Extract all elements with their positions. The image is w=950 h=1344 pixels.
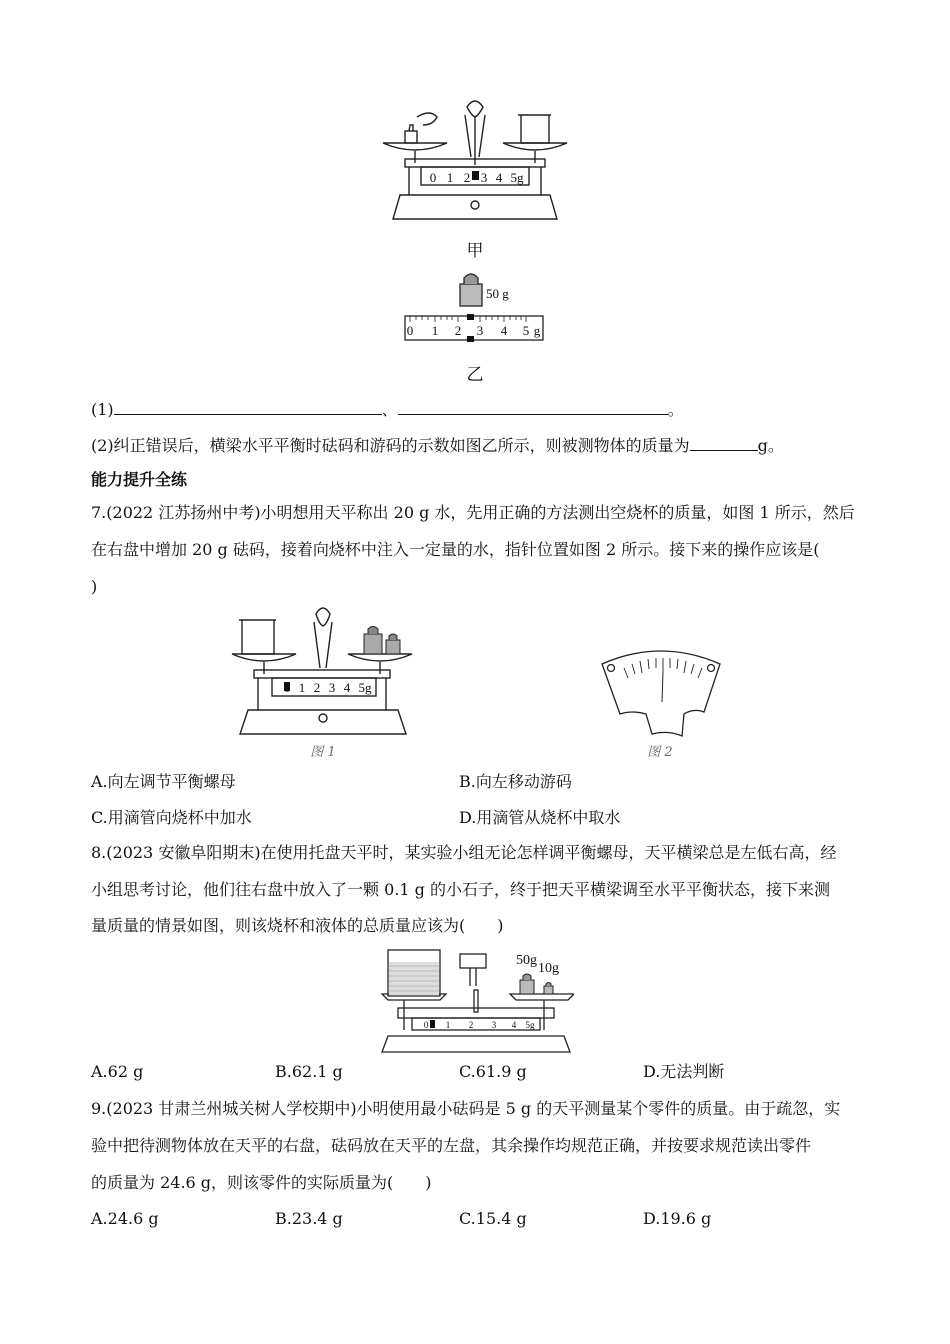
q8-line1: 8.(2023 安徽阜阳期末)在使用托盘天平时，某实验小组无论怎样调平衡螺母，天平横梁总是左低右高，经	[91, 843, 837, 862]
q9-line3: 的质量为 24.6 g，则该零件的实际质量为( )	[91, 1173, 432, 1192]
fig1-scale-5: 5g	[358, 680, 372, 695]
yi-scale-3: 3	[476, 323, 484, 338]
fig1-scale-0: 0	[283, 680, 291, 695]
yi-scale-5: 5	[522, 323, 530, 338]
q6-part2-text: (2)纠正错误后，横梁水平平衡时砝码和游码的示数如图乙所示，则被测物体的质量为	[91, 436, 690, 455]
q6-part2-end: g。	[757, 436, 784, 455]
q7-line2: 在右盘中增加 20 g 砝码，接着向烧杯中注入一定量的水，指针位置如图 2 所示。接下来的操作应该是(	[91, 540, 820, 559]
caption-jia: 甲	[466, 241, 484, 261]
balance-figure-q8	[378, 944, 574, 1056]
fig1-scale-1: 1	[298, 680, 306, 695]
q6-blank-2[interactable]	[398, 398, 668, 415]
yi-weight-label: 50 g	[486, 286, 509, 301]
q9-option-a[interactable]: A.24.6 g	[91, 1209, 159, 1228]
q6-part2	[91, 434, 784, 456]
yi-scale-4: 4	[500, 323, 508, 338]
fig1-scale-4: 4	[343, 680, 351, 695]
q9-option-d[interactable]: D.19.6 g	[643, 1209, 712, 1228]
jia-scale-3: 3	[480, 170, 488, 185]
q9-option-c[interactable]: C.15.4 g	[459, 1209, 527, 1228]
q6-blank-3[interactable]	[690, 434, 758, 451]
q9-line1: 9.(2023 甘肃兰州城关树人学校期中)小明使用最小砝码是 5 g 的天平测量某个零件的质量。由于疏忽，实	[91, 1099, 841, 1118]
q8-scale-2: 2	[468, 1020, 474, 1030]
q8-line2: 小组思考讨论，他们往右盘中放入了一颗 0.1 g 的小石子，终于把天平横梁调至水平平衡状态，接下来测	[91, 880, 830, 899]
q8-scale-4: 4	[511, 1020, 517, 1030]
fig1-caption: 图 1	[310, 745, 336, 760]
q8-scale-3: 3	[491, 1020, 497, 1030]
q6-part1-separator: 、	[381, 400, 398, 419]
jia-scale-0: 0	[429, 170, 437, 185]
fig2-caption: 图 2	[647, 745, 673, 760]
q7-line3: )	[91, 577, 98, 596]
q8-option-a[interactable]: A.62 g	[91, 1062, 144, 1081]
jia-scale-2: 2	[463, 170, 471, 185]
q8-weight-50g: 50g	[516, 953, 537, 968]
q6-part1	[91, 398, 684, 420]
q8-option-d[interactable]: D.无法判断	[643, 1062, 725, 1081]
q7-option-a[interactable]: A.向左调节平衡螺母	[91, 772, 236, 791]
q7-option-d[interactable]: D.用滴管从烧杯中取水	[459, 808, 621, 827]
q8-option-c[interactable]: C.61.9 g	[459, 1062, 527, 1081]
balance-figure-1	[228, 602, 418, 738]
q6-part1-end: 。	[667, 400, 684, 419]
balance-figure-jia	[375, 95, 575, 225]
fig1-scale-3: 3	[328, 680, 336, 695]
rider-scale-figure-yi	[400, 266, 550, 346]
yi-scale-2: 2	[454, 323, 462, 338]
jia-scale-5: 5g	[510, 170, 524, 185]
yi-scale-1: 1	[431, 323, 439, 338]
yi-scale-unit: g	[533, 323, 541, 338]
q8-option-b[interactable]: B.62.1 g	[275, 1062, 343, 1081]
fig1-scale-2: 2	[313, 680, 321, 695]
q8-scale-5: 5g	[525, 1020, 535, 1030]
q7-option-b[interactable]: B.向左移动游码	[459, 772, 572, 791]
jia-scale-4: 4	[495, 170, 503, 185]
q8-scale-0: 0	[423, 1020, 429, 1030]
q9-line2: 验中把待测物体放在天平的右盘，砝码放在天平的左盘，其余操作均规范正确，并按要求规范读出零件	[91, 1136, 812, 1155]
q7-option-c[interactable]: C.用滴管向烧杯中加水	[91, 808, 252, 827]
q9-option-b[interactable]: B.23.4 g	[275, 1209, 343, 1228]
q8-weight-10g: 10g	[538, 961, 559, 976]
caption-yi: 乙	[466, 365, 484, 385]
jia-scale-1: 1	[446, 170, 454, 185]
q6-blank-1[interactable]	[114, 398, 382, 415]
pointer-dial-figure-2	[596, 642, 726, 738]
section-title: 能力提升全练	[91, 470, 188, 489]
q8-line3: 量质量的情景如图，则该烧杯和液体的总质量应该为( )	[91, 916, 504, 935]
yi-scale-0: 0	[406, 323, 414, 338]
q7-line1: 7.(2022 江苏扬州中考)小明想用天平称出 20 g 水，先用正确的方法测出空烧杯的质量，如图 1 所示，然后	[91, 503, 855, 522]
q8-scale-1: 1	[445, 1020, 451, 1030]
q6-part1-prefix: (1)	[91, 400, 114, 419]
